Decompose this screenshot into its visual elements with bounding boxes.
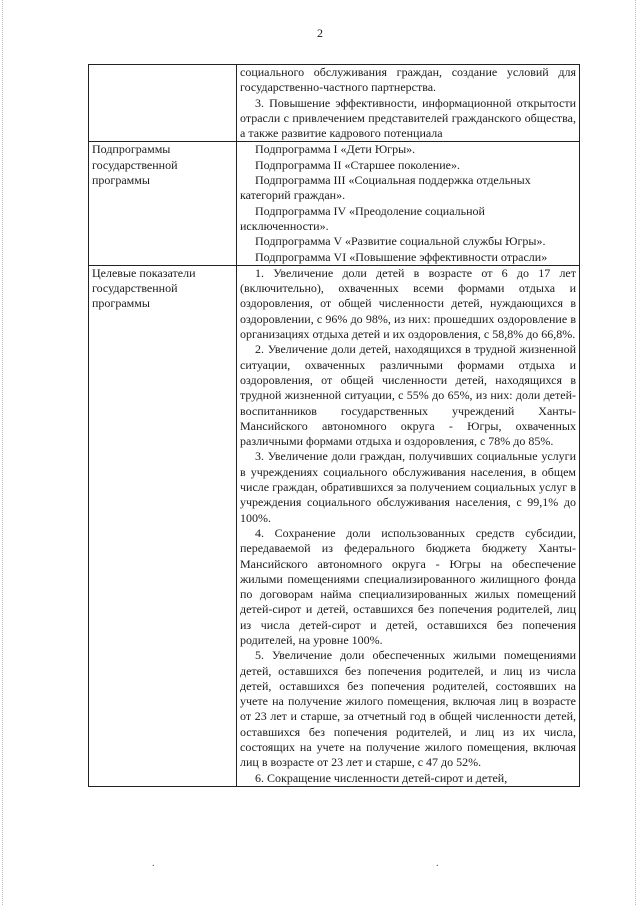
content-cell-goals [237, 65, 580, 142]
goals-paragraph-3: 3. Повышение эффективности, информационной открытости отрасли с привлечением представителей гражданского общества, а также развитие кадрового потенциала [240, 95, 576, 141]
table-row-subprograms [89, 142, 580, 265]
subprogram-2: Подпрограмма II «Старшее поколение». [255, 157, 460, 172]
scan-speck: . [152, 858, 155, 869]
subprogram-1: Подпрограмма I «Дети Югры». [255, 142, 416, 157]
indicator-1: 1. Увеличение доли детей в возрасте от 6 до 17 лет (включительно), охваченных всеми формами отдыха и оздоровления, от общей численности детей, нуждающихся в оздоровлении, с 96% до 98%, из них: прошедших оздоровление в организациях отдыха детей и их оздоровления, с 58,8% до 66,8%. [240, 265, 576, 342]
scan-speck: . [436, 858, 439, 869]
indicator-4: 4. Сохранение доли использованных средств субсидии, передаваемой из федерального бюджета бюджету Ханты-Мансийского автономного округа - Югры на обеспечение жилыми помещениями специализированного жилищного фонда по договорам найма специализированных жилых помещений детей-сирот и детей, оставшихся без попечения родителей, лиц из числа детей-сирот и детей, оставшихся без попечения родителей, на уровне 100%. [240, 525, 576, 647]
indicator-3: 3. Увеличение доли граждан, получивших социальные услуги в учреждениях социального обслуживания населения, в общем числе граждан, обратившихся за получением социальных услуг в учреждения социального обслуживания населения, с 99,1% до 100%. [240, 449, 576, 525]
content-cell-subprograms [237, 142, 580, 265]
subprogram-5: Подпрограмма V «Развитие социальной службы Югры». [255, 234, 546, 249]
indicator-6: 6. Сокращение численности детей-сирот и детей, [255, 770, 508, 785]
subprogram-4: Подпрограмма IV «Преодоление социальной исключенности». [240, 203, 485, 233]
label-cell-indicators: Целевые показатели государственной программы [89, 265, 237, 786]
goals-paragraph-continued: социального обслуживания граждан, создание условий для государственно-частного партнерства. [240, 65, 576, 95]
scan-margin-right [635, 0, 637, 905]
table-row-continuation [89, 65, 580, 142]
table-row-indicators [89, 265, 580, 786]
content-cell-indicators [237, 265, 580, 786]
indicator-2: 2. Увеличение доли детей, находящихся в трудной жизненной ситуации, охваченных различными формами отдыха и оздоровления, от общей численности детей, находящихся в трудной жизненной ситуации, с 55% до 65%, из них: доли детей-воспитанников государственных учреждений Ханты-Мансийского автономного округа - Югры, охваченных различными формами отдыха и оздоровления, с 78% до 85%. [240, 342, 576, 449]
indicator-5: 5. Увеличение доли обеспеченных жилыми помещениями детей, оставшихся без попечения родителей, и лиц из числа детей, оставшихся без попечения родителей, состоявших на учете на получение жилого помещения, включая лиц в возрасте от 23 лет и старше, за отчетный год в общей численности детей, оставшихся без попечения родителей, и лиц из их числа, состоящих на учете на получение жилого помещения, включая лиц в возрасте от 23 лет и старше, с 47 до 52%. [240, 648, 576, 770]
label-cell-subprograms: Подпрограммы государственной программы [89, 142, 237, 265]
subprogram-3: Подпрограмма III «Социальная поддержка отдельных категорий граждан». [240, 173, 531, 203]
scan-margin-left [2, 0, 4, 905]
program-passport-table [88, 64, 580, 787]
page-number: 2 [317, 26, 323, 40]
label-cell-empty [89, 65, 237, 142]
subprogram-6: Подпрограмма VI «Повышение эффективности отрасли» [255, 249, 548, 264]
